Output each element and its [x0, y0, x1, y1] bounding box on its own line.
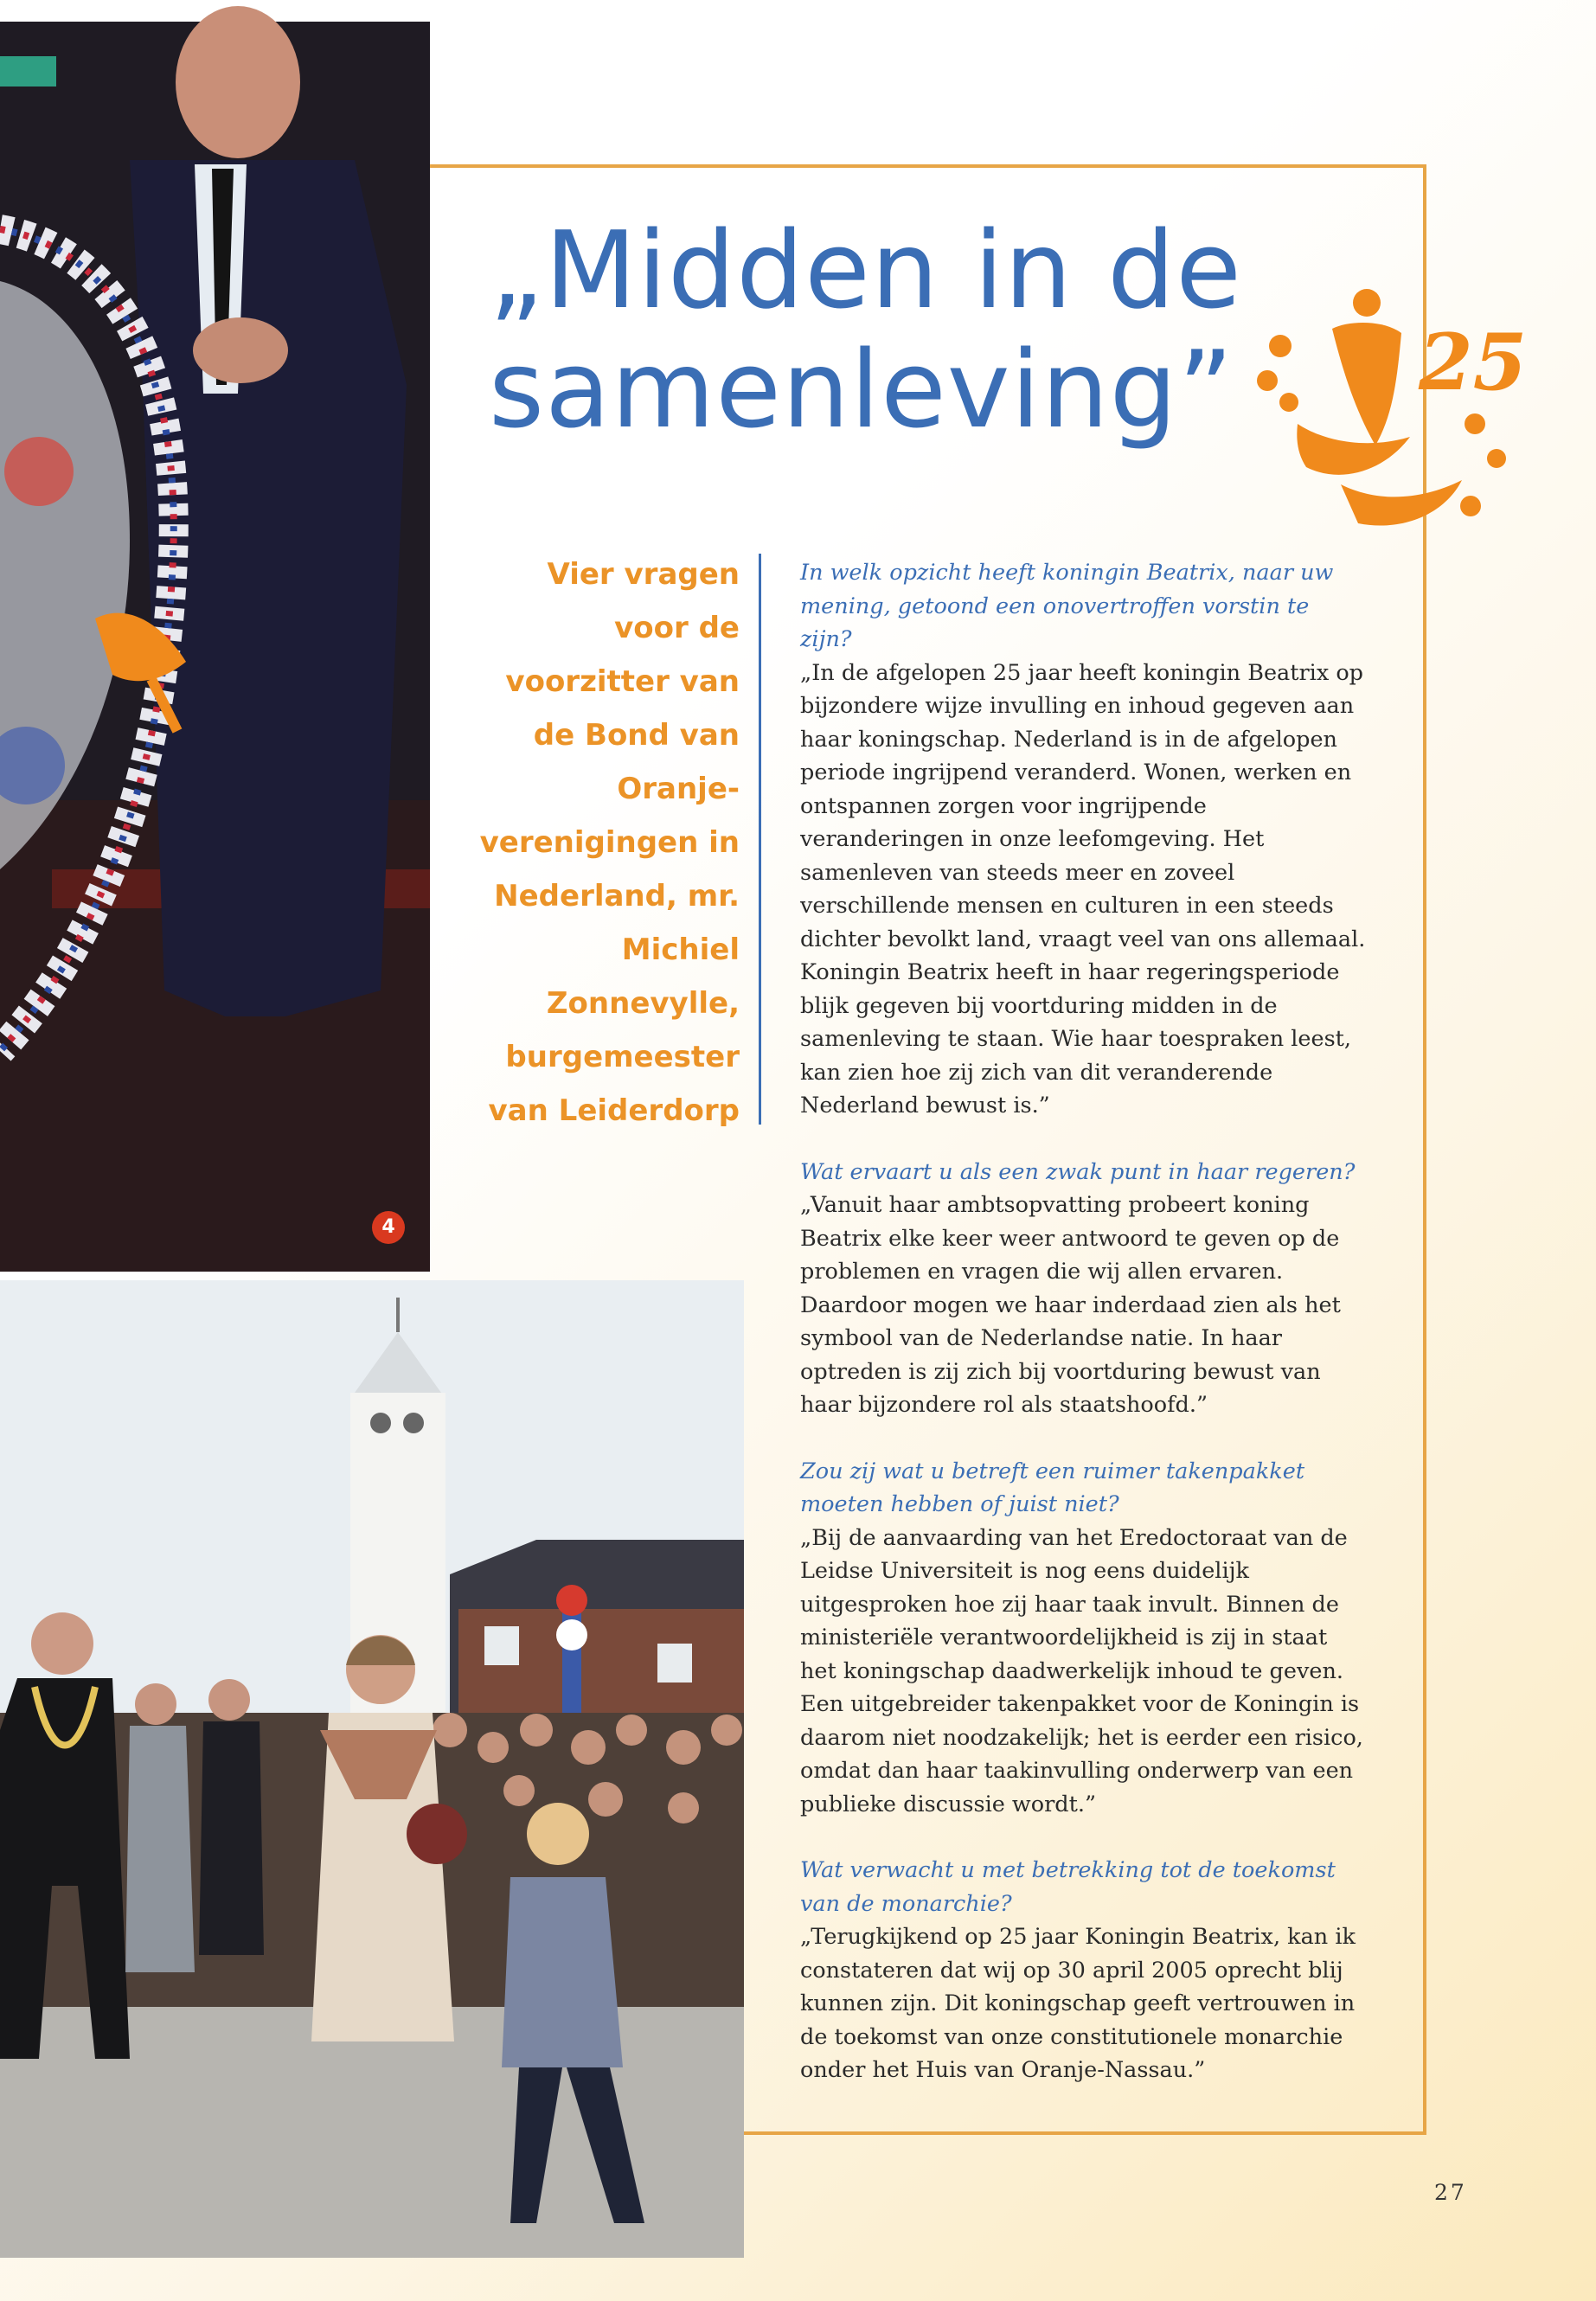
answer-4: „Terugkijkend op 25 jaar Koningin Beatrix, kan ik constateren dat wij op 30 april 2005 oprecht blij kunnen zijn. Dit koningschap geeft vertrouwen in de toekomst van onze constitutionele monarchie onder het Huis van Oranje-Nassau.” [800, 1924, 1356, 2083]
title-line-2: samenleving” [489, 329, 1234, 452]
intro-text: Vier vragen voor de voorzitter van de Bond van Oranje-verenigingen in Nederland, mr. Michiel Zonnevylle, burgemeester van Leiderdorp [479, 557, 740, 1128]
question-1: In welk opzicht heeft koningin Beatrix, naar uw mening, getoond een onovertroffen vorstin te zijn? [800, 560, 1334, 652]
photo-top [0, 22, 430, 1272]
page-number: 27 [1434, 2180, 1467, 2205]
answer-1: „In de afgelopen 25 jaar heeft koningin Beatrix op bijzondere wijze invulling en inhoud gegeven aan haar koningschap. Nederland is in de afgelopen periode ingrijpend veranderd. Wonen, werken en ontspannen zorgen voor ingrijpende veranderingen in onze leefomgeving. Het samenleven van steeds meer en zoveel verschillende mensen en culturen in een steeds dichter bevolkt land, vraagt veel van ons allemaal. Koningin Beatrix heeft in haar regeringsperiode blijk gegeven bij voortduring midden in de samenleving te staan. Wie haar toespraken leest, kan zien hoe zij zich van dit veranderende Nederland bewust is.” [800, 659, 1366, 1118]
frame-line-top [430, 164, 1426, 168]
question-4: Wat verwacht u met betrekking tot de toekomst van de monarchie? [800, 1857, 1336, 1917]
photo-bottom-illustration [0, 1280, 744, 2258]
question-2: Wat ervaart u als een zwak punt in haar regeren? [800, 1158, 1356, 1185]
qa-column [800, 556, 1367, 2120]
column-divider [759, 554, 761, 1125]
photo-bottom [0, 1280, 744, 2258]
answer-2: „Vanuit haar ambtsopvatting probeert koning Beatrix elke keer weer antwoord te geven op de problemen en vragen die wij allen ervaren. Daardoor mogen we haar inderdaad zien als het symbool van de Nederlandse natie. In haar optreden is zij zich bij voortduring bewust van haar bijzondere rol als staatshoofd.” [800, 1192, 1341, 1418]
answer-3: „Bij de aanvaarding van het Eredoctoraat van de Leidse Universiteit is nog eens duidelijk uitgesproken hoe zij haar taak invult. Binnen de ministeriële verantwoordelijkheid is zij in staat het koningschap daadwerkelijk inhoud te geven. Een uitgebreider takenpakket voor de Koningin is daarom niet noodzakelijk; het is eerder een risico, omdat dan haar taakinvulling onderwerp van een publieke discussie wordt.” [800, 1524, 1363, 1817]
logo-number: 25 [1419, 317, 1528, 408]
title-line-1: „Midden in de [489, 209, 1242, 333]
photo-top-illustration [0, 22, 430, 1272]
frame-line-bottom [744, 2131, 1426, 2135]
question-3: Zou zij wat u betreft een ruimer takenpakket moeten hebben of juist niet? [800, 1458, 1305, 1517]
jubilee-25-logo-icon [1246, 285, 1528, 536]
photo-number-badge: 4 [372, 1211, 405, 1244]
article-title [489, 209, 1354, 452]
